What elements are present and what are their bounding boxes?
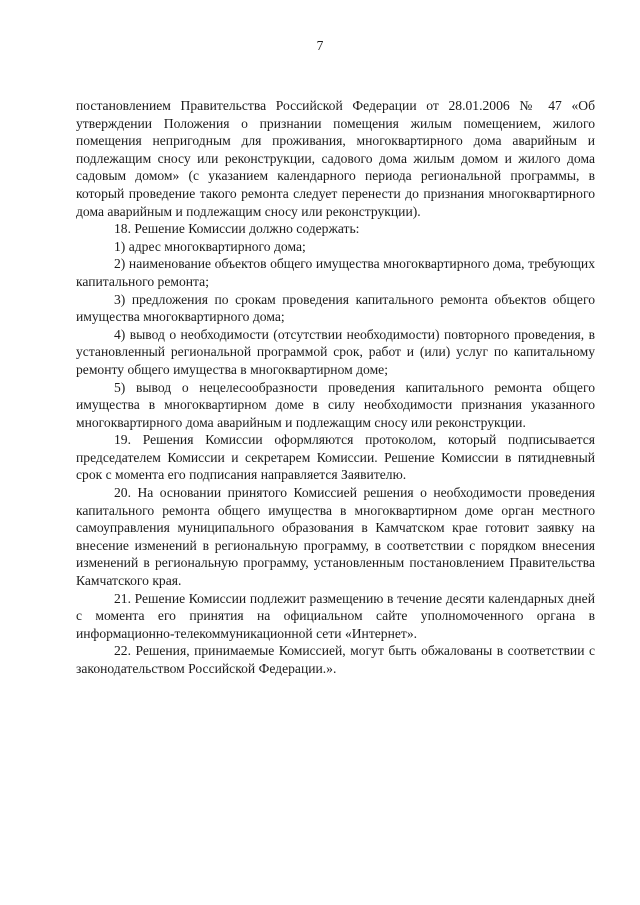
document-body [76, 97, 595, 678]
page-number: 7 [316, 38, 324, 53]
paragraph-subitem-3: 3) предложения по срокам проведения капитального ремонта объектов общего имущества многоквартирного дома; [76, 291, 595, 325]
paragraph-item-19: 19. Решения Комиссии оформляются протоколом, который подписывается председателем Комиссии и секретарем Комиссии. Решение Комиссии в пятидневный срок с момента его подписания направляется Заявителю. [76, 432, 595, 483]
paragraph-subitem-2: 2) наименование объектов общего имущества многоквартирного дома, требующих капитального ремонта; [76, 256, 595, 289]
paragraph-item-18: 18. Решение Комиссии должно содержать: [114, 221, 360, 237]
paragraph-item-20: 20. На основании принятого Комиссией решения о необходимости проведения капитального ремонта общего имущества в многоквартирном доме орган местного самоуправления муниципального образования в Камчатском крае готовит заявку на внесение изменений в региональную программу, в соответствии с порядком внесения изменений в региональную программу, установленным постановлением Правительства Камчатского края. [76, 485, 595, 589]
paragraph-continuation: постановлением Правительства Российской Федерации от 28.01.2006 № 47 «Об утверждении Положения о признании помещения жилым помещением, жилого помещения непригодным для проживания, многоквартирного дома аварийным и подлежащим сносу или реконструкции, садового дома жилым домом и жилого дома садовым домом» (с указанием календарного периода региональной программы, в который проведение такого ремонта следует перенести до признания многоквартирного дома аварийным и подлежащим сносу или реконструкции). [76, 98, 595, 219]
paragraph-subitem-4: 4) вывод о необходимости (отсутствии необходимости) повторного проведения, в установленный региональной программой срок, работ и (или) услуг по капитальному ремонту общего имущества в многоквартирном доме; [76, 326, 595, 377]
paragraph-item-21: 21. Решение Комиссии подлежит размещению в течение десяти календарных дней с момента его принятия на официальном сайте уполномоченного органа в информационно-телекоммуникационной сети «Интернет». [76, 590, 595, 641]
paragraph-item-22: 22. Решения, принимаемые Комиссией, могут быть обжалованы в соответствии с законодательством Российской Федерации.». [76, 643, 595, 676]
paragraph-subitem-1: 1) адрес многоквартирного дома; [114, 238, 306, 254]
paragraph-subitem-5: 5) вывод о нецелесообразности проведения капитального ремонта общего имущества в многоквартирном доме в силу необходимости признания указанного многоквартирного дома аварийным и подлежащим сносу или реконструкции. [76, 379, 595, 430]
